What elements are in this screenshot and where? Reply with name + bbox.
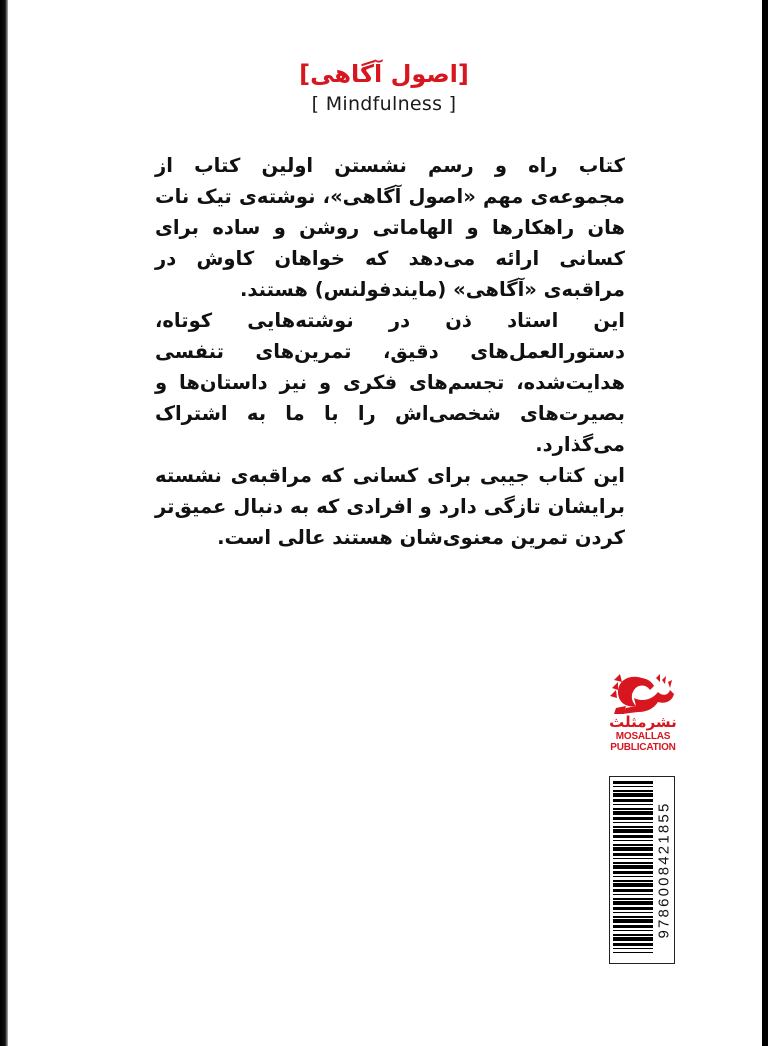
isbn-number: 9786008421855 [655, 801, 673, 939]
publisher-name-en-line1: MOSALLAS [615, 731, 671, 742]
barcode-bars [613, 781, 653, 953]
series-title: [اصول آگاهی] [299, 60, 469, 88]
publisher-name-fa: نشرمثلث [609, 713, 677, 731]
blurb-paragraph: کتاب راه و رسم نشستن اولین کتاب از مجموعه‌ی مهم «اصول آگاهی»، نوشته‌ی تیک نات هان راهکارها و الهاماتی روشن و ساده برای کسانی ارائه می‌دهد که خواهان کاوش در مراقبه‌ی «آگاهی» (مایندفولنس) هستند. [155, 154, 625, 301]
back-cover-blurb [155, 150, 625, 553]
series-subtitle: [ Mindfulness ] [311, 93, 457, 115]
publisher-logo [603, 672, 683, 772]
blurb-paragraph: این کتاب جیبی برای کسانی که مراقبه‌ی نشسته برایشان تازگی دارد و افرادی که به دنبال عمیق‌تر کردن تمرین معنوی‌شان هستند عالی است. [155, 464, 625, 549]
isbn-barcode [609, 776, 675, 964]
lion-icon [608, 672, 678, 716]
book-edge-left [0, 0, 8, 1046]
publisher-name-en-line2: PUBLICATION [610, 742, 676, 753]
blurb-paragraph: این استاد ذن در نوشته‌هایی کوتاه، دستورالعمل‌های دقیق، تمرین‌های تنفسی هدایت‌شده، تجسم‌های فکری و نیز داستان‌ها و بصیرت‌های شخصی‌اش را با ما به اشتراک می‌گذارد. [155, 309, 625, 456]
book-edge-right [762, 0, 768, 1046]
